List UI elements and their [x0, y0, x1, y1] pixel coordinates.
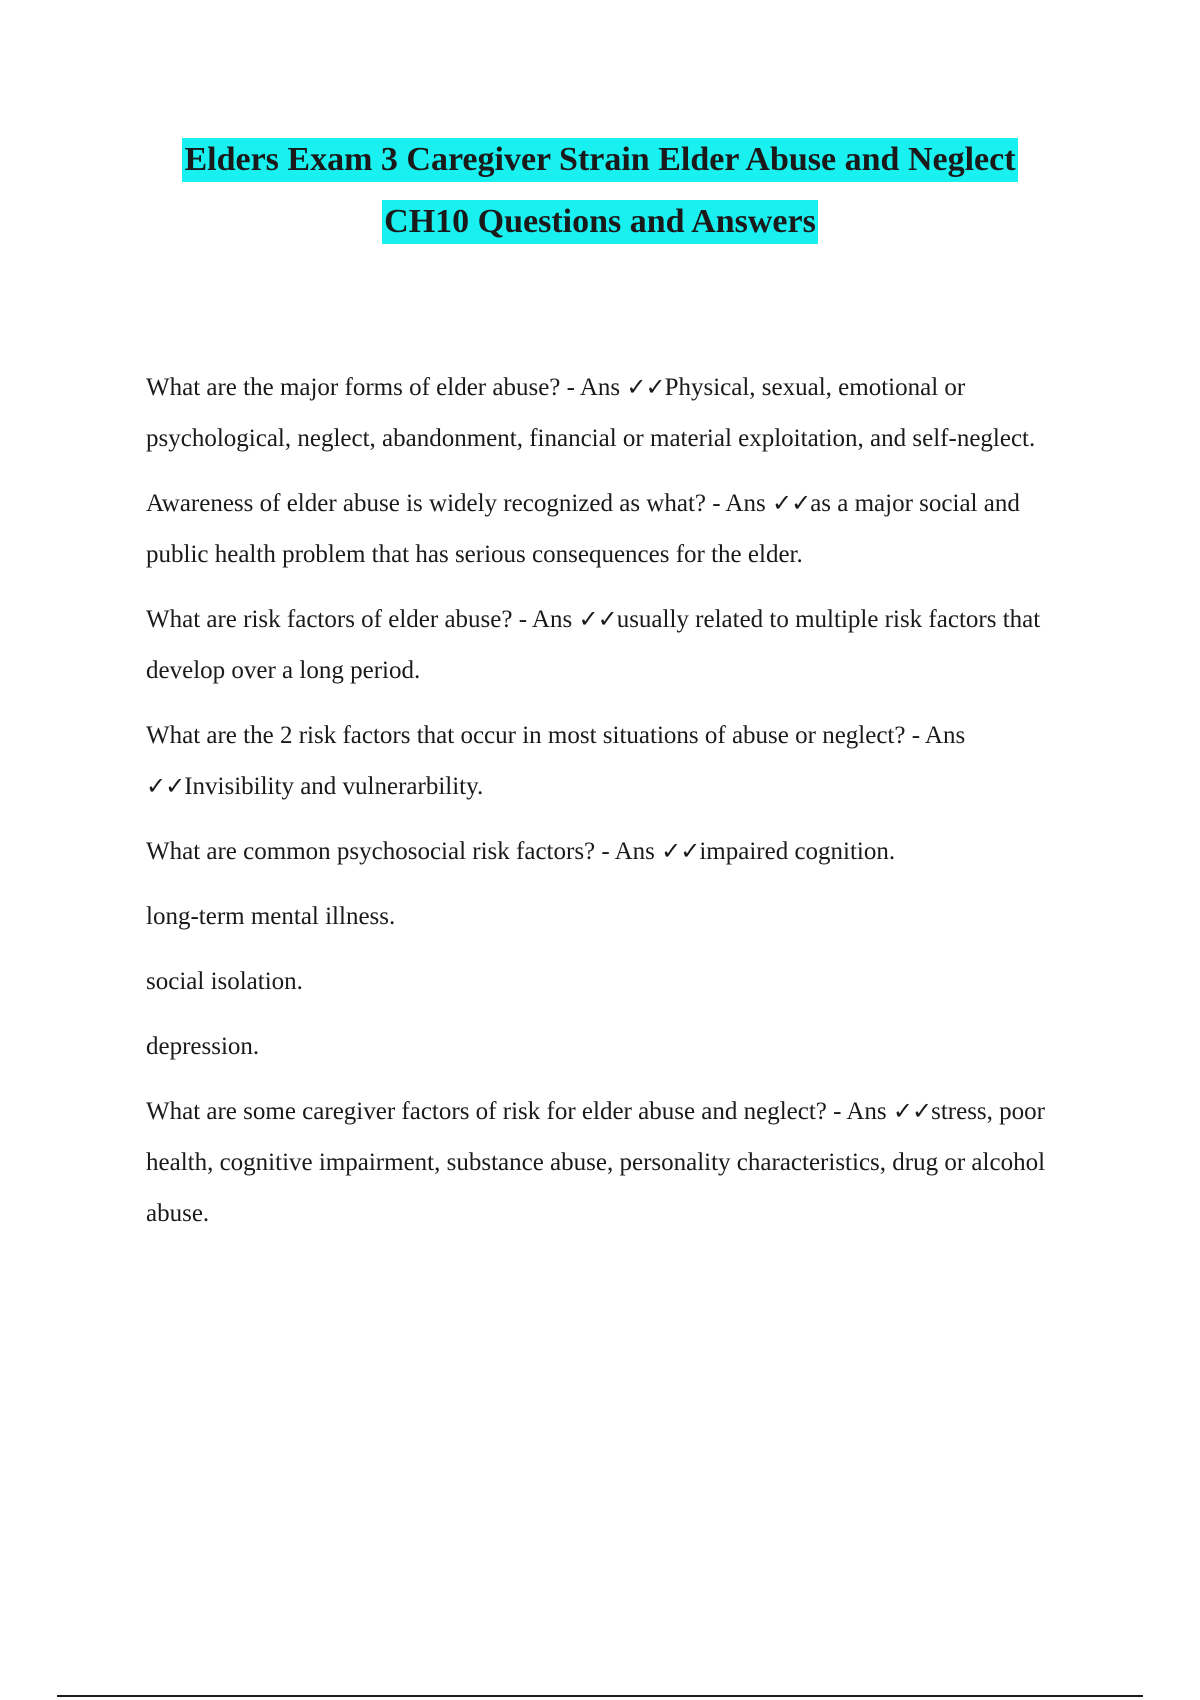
- question-text: What are some caregiver factors of risk for elder abuse and neglect? - Ans: [146, 1098, 893, 1125]
- answer-continuation-line: depression.: [146, 1033, 260, 1060]
- qa-item: [146, 1086, 1076, 1239]
- answer-text: usually related to multiple risk factors that develop over a long period.: [146, 606, 1041, 684]
- qa-item: [146, 362, 1076, 464]
- double-check-icon: ✓✓: [892, 1097, 932, 1125]
- title-line-1: Elders Exam 3 Caregiver Strain Elder Abuse and Neglect: [182, 138, 1017, 182]
- qa-content: [146, 362, 1076, 1253]
- question-text: What are common psychosocial risk factors? - Ans: [146, 838, 662, 865]
- qa-item: [146, 710, 1076, 812]
- double-check-icon: ✓✓: [771, 489, 811, 517]
- answer-text: stress, poor health, cognitive impairment, substance abuse, personality characteristics, drug or alcohol abuse.: [146, 1098, 1046, 1227]
- answer-continuation-line: social isolation.: [146, 968, 303, 995]
- qa-item: [146, 826, 1076, 877]
- answer-text: Physical, sexual, emotional or psychological, neglect, abandonment, financial or material exploitation, and self-neglect.: [146, 374, 1036, 452]
- document-title: [0, 138, 1200, 244]
- footer-rule: [57, 1695, 1143, 1697]
- title-line-2: CH10 Questions and Answers: [382, 200, 818, 244]
- question-text: What are the 2 risk factors that occur in most situations of abuse or neglect? - Ans: [146, 722, 966, 749]
- answer-text: Invisibility and vulnerarbility.: [184, 773, 484, 800]
- qa-item: [146, 478, 1076, 580]
- double-check-icon: ✓✓: [626, 373, 665, 401]
- answer-text: as a major social and public health problem that has serious consequences for the elder.: [146, 490, 1020, 568]
- answer-text: impaired cognition.: [699, 838, 896, 865]
- answer-continuation-line: long-term mental illness.: [146, 903, 396, 930]
- qa-item: [146, 594, 1076, 696]
- question-text: What are risk factors of elder abuse? - Ans: [146, 606, 579, 633]
- double-check-icon: ✓✓: [578, 605, 617, 633]
- double-check-icon: ✓✓: [661, 837, 700, 865]
- question-text: Awareness of elder abuse is widely recognized as what? - Ans: [146, 490, 772, 517]
- question-text: What are the major forms of elder abuse? - Ans: [146, 374, 627, 401]
- double-check-icon: ✓✓: [146, 772, 185, 800]
